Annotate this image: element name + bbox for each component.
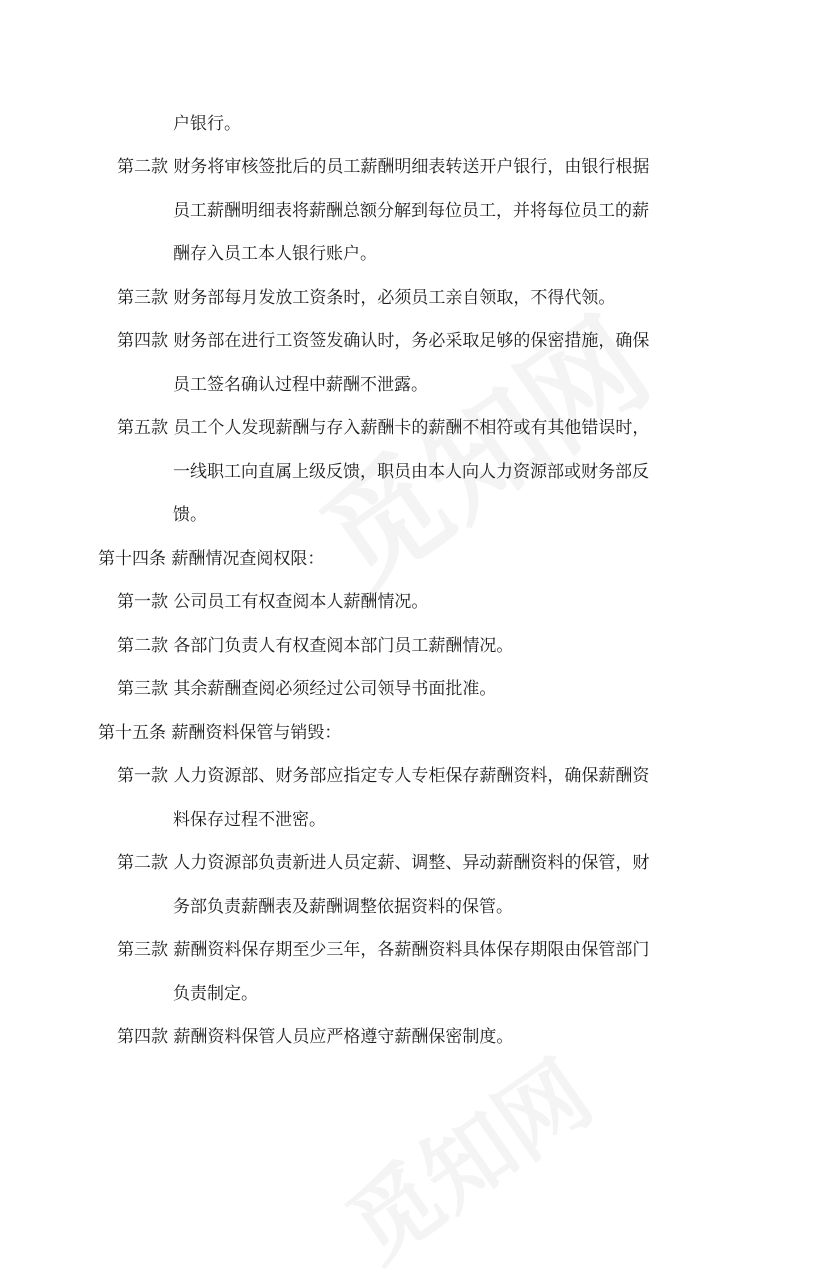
clause-text: 薪酬资料保存期至少三年，各薪酬资料具体保存期限由保管部门 [173, 940, 650, 960]
clause-paragraph [117, 592, 428, 612]
clause-paragraph [117, 679, 496, 699]
clause-paragraph [117, 940, 649, 960]
clause-paragraph [117, 766, 649, 786]
watermark-bottom [317, 1024, 613, 1285]
clause-text: 财务部在进行工资签发确认时，务必采取足够的保密措施，确保 [173, 331, 650, 351]
clause-label: 第四款 [117, 331, 168, 351]
clause-label: 第一款 [117, 592, 168, 612]
article-label: 第十四条 [98, 549, 166, 569]
clause-paragraph [117, 636, 513, 656]
clause-label: 第二款 [117, 157, 168, 177]
article-title: 薪酬情况查阅权限： [171, 549, 325, 569]
clause-paragraph [117, 288, 615, 308]
clause-text-continued: 员工签名确认过程中薪酬不泄露。 [173, 375, 428, 395]
clause-text-continued: 员工薪酬明细表将薪酬总额分解到每位员工，并将每位员工的薪 [173, 201, 649, 221]
clause-text: 公司员工有权查阅本人薪酬情况。 [173, 592, 429, 612]
clause-text-continued: 务部负责薪酬表及薪酬调整依据资料的保管。 [173, 897, 513, 917]
article-label: 第十五条 [98, 723, 166, 743]
clause-paragraph [117, 1027, 513, 1047]
clause-label: 第二款 [117, 853, 168, 873]
clause-text: 人力资源部负责新进人员定薪、调整、异动薪酬资料的保管，财 [173, 853, 650, 873]
clause-paragraph [117, 157, 649, 177]
clause-text-continued: 酬存入员工本人银行账户。 [173, 244, 377, 264]
clause-text: 薪酬资料保管人员应严格遵守薪酬保密制度。 [173, 1027, 514, 1047]
article-title: 薪酬资料保管与销毁： [171, 723, 342, 743]
clause-label: 第一款 [117, 766, 168, 786]
clause-text: 其余薪酬查阅必须经过公司领导书面批准。 [173, 679, 497, 699]
clause-paragraph [117, 853, 649, 873]
clause-paragraph [117, 418, 649, 438]
clause-paragraph [117, 331, 649, 351]
continuation-line: 户银行。 [173, 114, 241, 134]
article-heading [98, 723, 341, 743]
clause-label: 第三款 [117, 940, 168, 960]
clause-text: 员工个人发现薪酬与存入薪酬卡的薪酬不相符或有其他错误时， [173, 418, 650, 438]
clause-text: 财务将审核签批后的员工薪酬明细表转送开户银行，由银行根据 [173, 157, 650, 177]
clause-label: 第三款 [117, 679, 168, 699]
clause-text-continued: 一线职工向直属上级反馈，职员由本人向人力资源部或财务部反 [173, 462, 649, 482]
clause-text-continued: 料保存过程不泄密。 [173, 810, 326, 830]
clause-label: 第二款 [117, 636, 168, 656]
clause-label: 第五款 [117, 418, 168, 438]
clause-text: 财务部每月发放工资条时，必须员工亲自领取，不得代领。 [173, 288, 616, 308]
watermark [283, 272, 677, 619]
clause-text-continued: 馈。 [173, 505, 207, 525]
article-heading [98, 549, 324, 569]
clause-text: 各部门负责人有权查阅本部门员工薪酬情况。 [173, 636, 514, 656]
clause-text: 人力资源部、财务部应指定专人专柜保存薪酬资料，确保薪酬资 [173, 766, 650, 786]
clause-text-continued: 负责制定。 [173, 984, 258, 1004]
clause-label: 第三款 [117, 288, 168, 308]
clause-label: 第四款 [117, 1027, 168, 1047]
